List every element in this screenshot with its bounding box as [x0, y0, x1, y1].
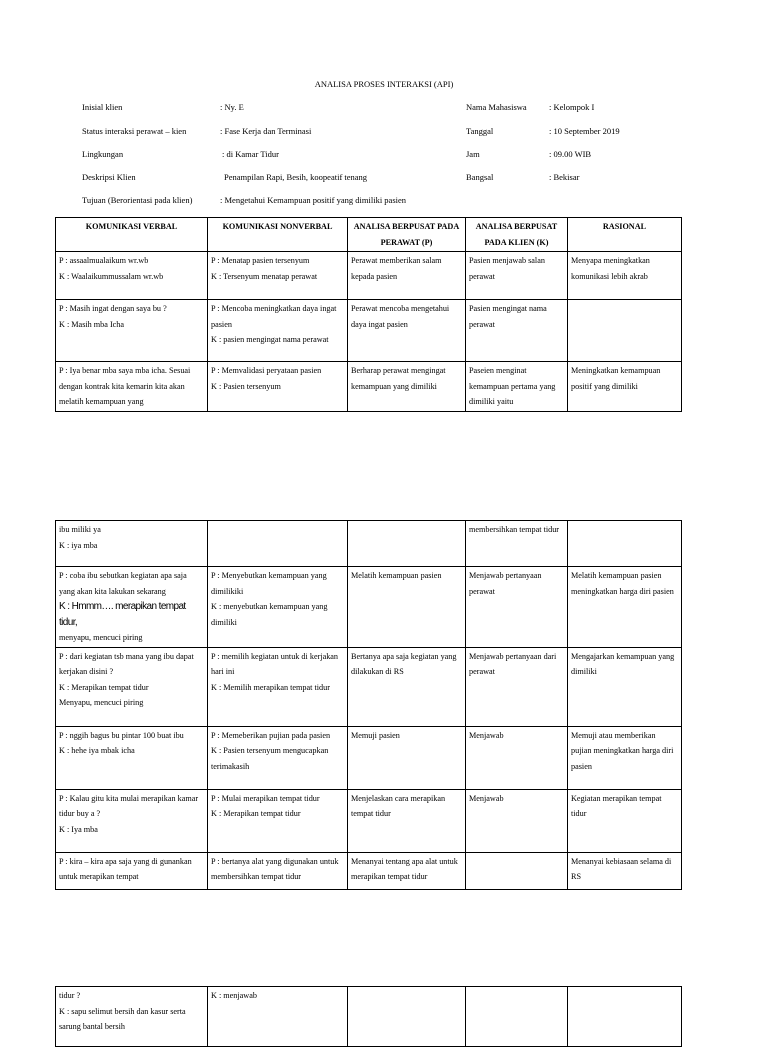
cell-text-line: P : Masih ingat dengan saya bu ?: [59, 304, 167, 313]
cell-text-line: P : Menatap pasien tersenyum: [211, 256, 310, 265]
info-label: Bangsal: [466, 172, 494, 182]
cell-text-line: Mengajarkan kemampuan yang dimiliki: [571, 651, 675, 676]
cell-text-line: K : Tersenyum menatap perawat: [211, 271, 318, 281]
cell-text-line: K : Iya mba: [59, 824, 98, 834]
cell-text-line: Menjawab: [469, 793, 504, 803]
cell-text-line: K : Hmmm…. merapikan tempat tidur,: [59, 601, 186, 628]
cell-analisa-klien: [466, 789, 568, 852]
cell-text-line: Menjelaskan cara merapikan tempat tidur: [351, 793, 446, 818]
cell-text-line: Meningkatkan kemampuan positif yang dimiliki: [571, 366, 661, 391]
cell-text-line: Bertanya apa saja kegiatan yang dilakukan di RS: [351, 651, 457, 676]
cell-text-line: Memuji pasien: [351, 730, 400, 740]
cell-nonverbal: [208, 300, 348, 362]
interaction-table-3: [55, 986, 682, 1047]
cell-text-line: Menanyai kebiasaan selama di RS: [571, 856, 672, 881]
info-value: : di Kamar Tidur: [222, 149, 279, 159]
cell-analisa-klien: [466, 647, 568, 726]
interaction-table-2: [55, 520, 682, 890]
cell-text-line: K : Pasien tersenyum: [211, 381, 281, 391]
cell-text-line: P : kira – kira apa saja yang di gunankan untuk merapikan tempat: [59, 856, 192, 881]
cell-text-line: P : bertanya alat yang digunakan untuk membersihkan tempat tidur: [211, 856, 339, 881]
cell-rasional: [568, 789, 682, 852]
cell-text-line: Menjawab pertanyaan dari perawat: [469, 651, 557, 676]
info-value: : Bekisar: [549, 172, 580, 182]
cell-text-line: P : Memvalidasi peryataan pasien: [211, 366, 322, 375]
cell-analisa-perawat: [348, 647, 466, 726]
cell-text-line: Kegiatan merapikan tempat tidur: [571, 793, 662, 818]
info-value: : Mengetahui Kemampuan positif yang dimiliki pasien: [220, 195, 407, 205]
info-row-deskripsi: [0, 171, 768, 183]
cell-text-line: P : nggih bagus bu pintar 100 buat ibu: [59, 730, 184, 740]
cell-text-line: Menjawab pertanyaan perawat: [469, 571, 542, 596]
document-title: ANALISA PROSES INTERAKSI (API): [314, 79, 454, 89]
cell-text-line: P : coba ibu sebutkan kegiatan apa saja yang akan kita lakukan sekarang: [59, 571, 187, 596]
cell-verbal: [56, 852, 208, 889]
cell-text-line: K : Pasien tersenyum mengucapkan terimakasih: [211, 746, 329, 771]
cell-text-line: Menyapu, mencuci piring: [59, 698, 144, 707]
cell-analisa-perawat: [348, 521, 466, 567]
cell-text-line: P : Iya benar mba saya mba icha. Sesuai dengan kontrak kita kemarin kita akan melatih kemampuan yang: [59, 366, 191, 406]
cell-text-line: Berharap perawat mengingat kemampuan yang dimiliki: [351, 366, 446, 391]
cell-text-line: P : memilih kegiatan untuk di kerjakan hari ini: [211, 651, 339, 676]
interaction-table-1: [55, 217, 682, 412]
cell-text-line: Menyapa meningkatkan komunikasi lebih akrab: [571, 256, 650, 281]
cell-nonverbal: [208, 362, 348, 412]
cell-nonverbal: [208, 252, 348, 300]
cell-text-line: Memuji atau memberikan pujian meningkatkan harga diri pasien: [571, 730, 674, 771]
cell-text-line: Menjawab: [469, 730, 504, 740]
info-label: Tujuan (Berorientasi pada klien): [82, 195, 193, 205]
cell-rasional: [568, 362, 682, 412]
cell-text-line: K : menyebutkan kemampuan yang dimiliki: [211, 602, 328, 627]
cell-analisa-klien: [466, 521, 568, 567]
info-value: : Ny. E: [220, 102, 244, 112]
cell-verbal: [56, 252, 208, 300]
cell-text-line: P : Memeberikan pujian pada pasien: [211, 730, 331, 740]
cell-text-line: P : assaalmualaikum wr.wb: [59, 256, 149, 265]
cell-text-line: Pasien mengingat nama perawat: [469, 304, 547, 329]
cell-analisa-perawat: [348, 852, 466, 889]
cell-analisa-perawat: [348, 300, 466, 362]
header-rasional: RASIONAL: [568, 218, 682, 252]
info-label: Nama Mahasiswa: [466, 102, 527, 112]
table-row: [56, 521, 682, 567]
cell-nonverbal: [208, 726, 348, 789]
info-row-inisial: [0, 101, 768, 113]
cell-nonverbal: [208, 647, 348, 726]
cell-analisa-klien: [466, 252, 568, 300]
info-label: Deskripsi Klien: [82, 172, 136, 182]
cell-text-line: menyapu, mencuci piring: [59, 633, 143, 642]
cell-analisa-klien: [466, 300, 568, 362]
cell-text-line: K : menjawab: [211, 991, 257, 1000]
cell-analisa-perawat: [348, 252, 466, 300]
cell-analisa-klien: [466, 987, 568, 1047]
cell-text-line: Melatih kemampuan pasien: [351, 571, 442, 580]
info-value: : 09.00 WIB: [549, 149, 592, 159]
cell-text-line: Pasien menjawab salan perawat: [469, 256, 545, 281]
cell-rasional: [568, 647, 682, 726]
cell-text-line: K : Merapikan tempat tidur: [59, 682, 149, 692]
cell-analisa-klien: [466, 852, 568, 889]
cell-rasional: [568, 567, 682, 648]
info-row-tujuan: [0, 194, 768, 206]
table-header-row: [56, 218, 682, 252]
info-value: : 10 September 2019: [549, 126, 620, 136]
table-row: [56, 362, 682, 412]
cell-text-line: K : Waalaikummussalam wr.wb: [59, 271, 164, 281]
cell-rasional: [568, 300, 682, 362]
table-row: [56, 252, 682, 300]
header-komunikasi-verbal: KOMUNIKASI VERBAL: [56, 218, 208, 252]
cell-text-line: K : Merapikan tempat tidur: [211, 809, 301, 818]
table-row: [56, 567, 682, 648]
cell-analisa-perawat: [348, 726, 466, 789]
cell-verbal: [56, 362, 208, 412]
table-row: [56, 300, 682, 362]
info-row-lingkungan: [0, 148, 768, 160]
cell-analisa-klien: [466, 726, 568, 789]
cell-nonverbal: [208, 789, 348, 852]
cell-nonverbal: [208, 987, 348, 1047]
info-value: : Fase Kerja dan Terminasi: [220, 126, 312, 136]
cell-verbal: [56, 567, 208, 648]
cell-text-line: ibu miliki ya: [59, 525, 101, 534]
cell-text-line: K : Memilih merapikan tempat tidur: [211, 682, 330, 692]
info-value: : Kelompok I: [549, 102, 595, 112]
table-row: [56, 647, 682, 726]
cell-rasional: [568, 852, 682, 889]
info-label: Status interaksi perawat – kien: [82, 126, 187, 136]
info-label: Lingkungan: [82, 149, 124, 159]
cell-text-line: P : dari kegiatan tsb mana yang ibu dapat kerjakan disini ?: [59, 651, 194, 676]
cell-text-line: Menanyai tentang apa alat untuk merapikan tempat tidur: [351, 856, 458, 881]
cell-rasional: [568, 987, 682, 1047]
cell-analisa-perawat: [348, 987, 466, 1047]
cell-verbal: [56, 789, 208, 852]
cell-text-line: Perawat mencoba mengetahui daya ingat pasien: [351, 304, 450, 329]
table-row: [56, 852, 682, 889]
cell-verbal: [56, 521, 208, 567]
cell-rasional: [568, 252, 682, 300]
cell-text-line: tidur ?: [59, 991, 81, 1000]
cell-analisa-perawat: [348, 567, 466, 648]
cell-text-line: membersihkan tempat tidur: [469, 525, 560, 534]
cell-nonverbal: [208, 852, 348, 889]
cell-text-line: P : Mulai merapikan tempat tidur: [211, 793, 320, 803]
cell-text-line: K : Masih mba Icha: [59, 319, 125, 329]
cell-text-line: K : sapu selimut bersih dan kasur serta sarung bantal bersih: [59, 1006, 186, 1031]
cell-analisa-klien: [466, 362, 568, 412]
cell-verbal: [56, 300, 208, 362]
cell-nonverbal: [208, 521, 348, 567]
cell-rasional: [568, 726, 682, 789]
info-row-status: [0, 125, 768, 137]
cell-analisa-klien: [466, 567, 568, 648]
cell-text-line: P : Mencoba meningkatkan daya ingat pasien: [211, 304, 337, 329]
cell-text-line: P : Kalau gitu kita mulai merapikan kamar tidur buy a ?: [59, 793, 199, 818]
cell-verbal: [56, 647, 208, 726]
cell-analisa-perawat: [348, 362, 466, 412]
cell-rasional: [568, 521, 682, 567]
cell-text-line: Melatih kemampuan pasien meningkatkan harga diri pasien: [571, 571, 674, 596]
info-value: Penampilan Rapi, Besih, koopeatif tenang: [224, 172, 368, 182]
cell-text-line: Perawat memberikan salam kepada pasien: [351, 256, 442, 281]
header-analisa-klien: ANALISA BERPUSAT PADA KLIEN (K): [466, 218, 568, 252]
cell-analisa-perawat: [348, 789, 466, 852]
table-row: [56, 987, 682, 1047]
cell-text-line: K : hehe iya mbak icha: [59, 746, 135, 755]
table-row: [56, 726, 682, 789]
cell-verbal: [56, 726, 208, 789]
header-analisa-perawat: ANALISA BERPUSAT PADA PERAWAT (P): [348, 218, 466, 252]
table-row: [56, 789, 682, 852]
info-label: Inisial klien: [82, 102, 123, 112]
cell-text-line: P : Menyebutkan kemampuan yang dimilikiki: [211, 571, 327, 596]
header-komunikasi-nonverbal: KOMUNIKASI NONVERBAL: [208, 218, 348, 252]
cell-text-line: K : pasien mengingat nama perawat: [211, 335, 329, 344]
info-label: Jam: [466, 149, 480, 159]
cell-text-line: K : iya mba: [59, 540, 98, 550]
cell-verbal: [56, 987, 208, 1047]
cell-text-line: Paseien menginat kemampuan pertama yang dimiliki yaitu: [469, 366, 556, 406]
cell-nonverbal: [208, 567, 348, 648]
info-label: Tanggal: [466, 126, 494, 136]
